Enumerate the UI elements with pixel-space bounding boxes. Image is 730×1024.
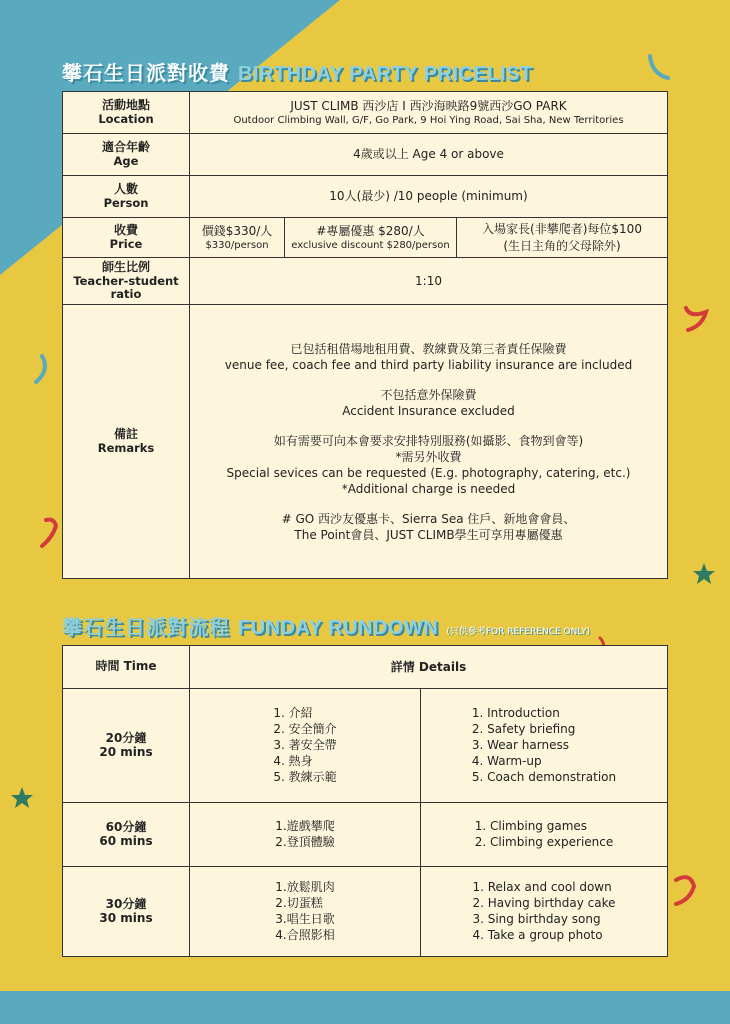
star-icon <box>693 563 715 584</box>
remarks-label-en: Remarks <box>97 440 155 455</box>
age-row <box>63 134 668 176</box>
spacer <box>194 419 663 433</box>
details-zh <box>190 689 421 803</box>
remark-charge-en: *Additional charge is needed <box>341 481 516 496</box>
rundown-row-3 <box>63 867 668 957</box>
details-zh <box>190 803 421 867</box>
step-zh: 1. 介紹 <box>273 706 313 721</box>
remark-excluded-zh: 不包括意外保險費 <box>380 387 477 402</box>
ratio-label-en2: ratio <box>110 286 142 301</box>
step-zh: 2. 安全簡介 <box>273 722 337 737</box>
time-cell <box>63 689 190 803</box>
step-en: 4. Take a group photo <box>472 928 603 943</box>
confetti-teal-curl <box>650 56 668 78</box>
confetti-red-curl <box>686 308 706 330</box>
exclusive-price-zh: #專屬優惠 $280/人 <box>316 223 425 238</box>
price-label <box>63 218 190 258</box>
rundown-title-en: FUNDAY RUNDOWN <box>238 617 439 639</box>
parent-price-note: (生日主角的父母除外) <box>503 238 621 253</box>
step-zh: 1.遊戲攀爬 <box>275 819 335 834</box>
age-label <box>63 134 190 176</box>
person-value: 10人(最少) /10 people (minimum) <box>190 176 668 218</box>
time-en: 20 mins <box>99 744 153 759</box>
step-en: 1. Introduction <box>471 706 560 721</box>
time-zh: 20分鐘 <box>105 730 147 745</box>
time-cell <box>63 803 190 867</box>
person-row <box>63 176 668 218</box>
details-en <box>421 689 668 803</box>
spacer <box>194 373 663 387</box>
step-zh: 3. 著安全帶 <box>273 738 337 753</box>
rundown-title-zh: 攀石生日派對流程 <box>62 615 230 639</box>
price-label-en: Price <box>109 236 143 251</box>
regular-price-en: $330/person <box>205 239 269 251</box>
time-zh: 30分鐘 <box>105 896 147 911</box>
regular-price <box>190 218 285 258</box>
ratio-label-en1: Teacher-student <box>73 273 179 288</box>
step-en: 2. Climbing experience <box>474 835 614 850</box>
remark-charge-zh: *需另外收費 <box>395 449 462 464</box>
step-en: 2. Having birthday cake <box>472 896 616 911</box>
step-en: 5. Coach demonstration <box>471 770 617 785</box>
exclusive-price <box>285 218 457 258</box>
person-label-zh: 人數 <box>113 181 138 196</box>
step-en: 2. Safety briefing <box>471 722 576 737</box>
remarks-value <box>190 305 668 579</box>
location-value <box>190 92 668 134</box>
confetti-red-curl <box>676 877 694 904</box>
age-label-en: Age <box>113 153 139 168</box>
location-label <box>63 92 190 134</box>
pricelist-title-en: BIRTHDAY PARTY PRICELIST <box>238 63 533 85</box>
details-en <box>421 867 668 957</box>
age-value: 4歲或以上 Age 4 or above <box>190 134 668 176</box>
rundown-header-row <box>63 646 668 689</box>
pricelist-table <box>62 91 668 579</box>
rundown-row-1 <box>63 689 668 803</box>
details-zh <box>190 867 421 957</box>
remark-special-zh: 如有需要可向本會要求安排特別服務(如攝影、食物到會等) <box>273 433 584 448</box>
remarks-row <box>63 305 668 579</box>
parent-price <box>457 218 668 258</box>
step-zh: 1.放鬆肌肉 <box>275 880 335 895</box>
remarks-label <box>63 305 190 579</box>
step-zh: 4. 熱身 <box>273 754 313 769</box>
location-row <box>63 92 668 134</box>
rundown-table <box>62 645 668 957</box>
remark-included-en: venue fee, coach fee and third party liability insurance are included <box>224 357 633 372</box>
time-zh: 60分鐘 <box>105 819 147 834</box>
pricelist-title-zh: 攀石生日派對收費 <box>62 61 230 85</box>
header-details: 詳情 Details <box>190 646 668 689</box>
ratio-value: 1:10 <box>190 258 668 305</box>
exclusive-price-en: exclusive discount $280/person <box>291 239 450 251</box>
regular-price-zh: 價錢$330/人 <box>201 223 273 238</box>
rundown-row-2 <box>63 803 668 867</box>
time-en: 60 mins <box>99 833 153 848</box>
step-zh: 4.合照影相 <box>275 928 335 943</box>
step-zh: 5. 教練示範 <box>273 770 337 785</box>
location-line1: JUST CLIMB 西沙店 I 西沙海映路9號西沙GO PARK <box>290 98 567 113</box>
step-zh: 2.登頂體驗 <box>275 835 335 850</box>
price-row <box>63 218 668 258</box>
person-label <box>63 176 190 218</box>
step-zh: 2.切蛋糕 <box>275 896 323 911</box>
confetti-red-curl <box>42 520 56 546</box>
details-en <box>421 803 668 867</box>
remarks-label-zh: 備註 <box>113 426 138 441</box>
remark-discount-line2: The Point會員、JUST CLIMB學生可享用專屬優惠 <box>294 527 563 542</box>
step-en: 1. Relax and cool down <box>472 880 612 895</box>
ratio-row <box>63 258 668 305</box>
age-label-zh: 適合年齡 <box>101 139 150 154</box>
pricelist-heading <box>62 57 533 86</box>
location-line2: Outdoor Climbing Wall, G/F, Go Park, 9 Hoi Ying Road, Sai Sha, New Territories <box>233 114 624 126</box>
ratio-label-zh: 師生比例 <box>101 259 150 274</box>
step-zh: 3.唱生日歌 <box>275 912 335 927</box>
step-en: 4. Warm-up <box>471 754 542 769</box>
parent-price-zh: 入場家長(非攀爬者)每位$100 <box>482 222 642 237</box>
location-label-en: Location <box>98 111 154 126</box>
remark-discount-line1: # GO 西沙友優惠卡、Sierra Sea 住戶、新地會會員、 <box>281 511 576 526</box>
step-en: 1. Climbing games <box>474 819 588 834</box>
price-label-zh: 收費 <box>113 222 138 237</box>
time-cell <box>63 867 190 957</box>
person-label-en: Person <box>103 195 149 210</box>
rundown-note: (只供參考FOR REFERENCE ONLY) <box>446 627 591 637</box>
confetti-teal-curl <box>36 356 45 382</box>
location-label-zh: 活動地點 <box>101 97 150 112</box>
step-en: 3. Sing birthday song <box>472 912 601 927</box>
ratio-label <box>63 258 190 305</box>
time-en: 30 mins <box>99 910 153 925</box>
spacer <box>194 497 663 511</box>
star-icon <box>11 787 33 808</box>
remark-included-zh: 已包括租借場地租用費、教練費及第三者責任保險費 <box>290 341 567 356</box>
remark-special-en: Special sevices can be requested (E.g. photography, catering, etc.) <box>226 465 631 480</box>
rundown-heading <box>62 611 590 640</box>
header-time: 時間 Time <box>63 646 190 689</box>
step-en: 3. Wear harness <box>471 738 569 753</box>
remark-excluded-en: Accident Insurance excluded <box>342 403 515 418</box>
